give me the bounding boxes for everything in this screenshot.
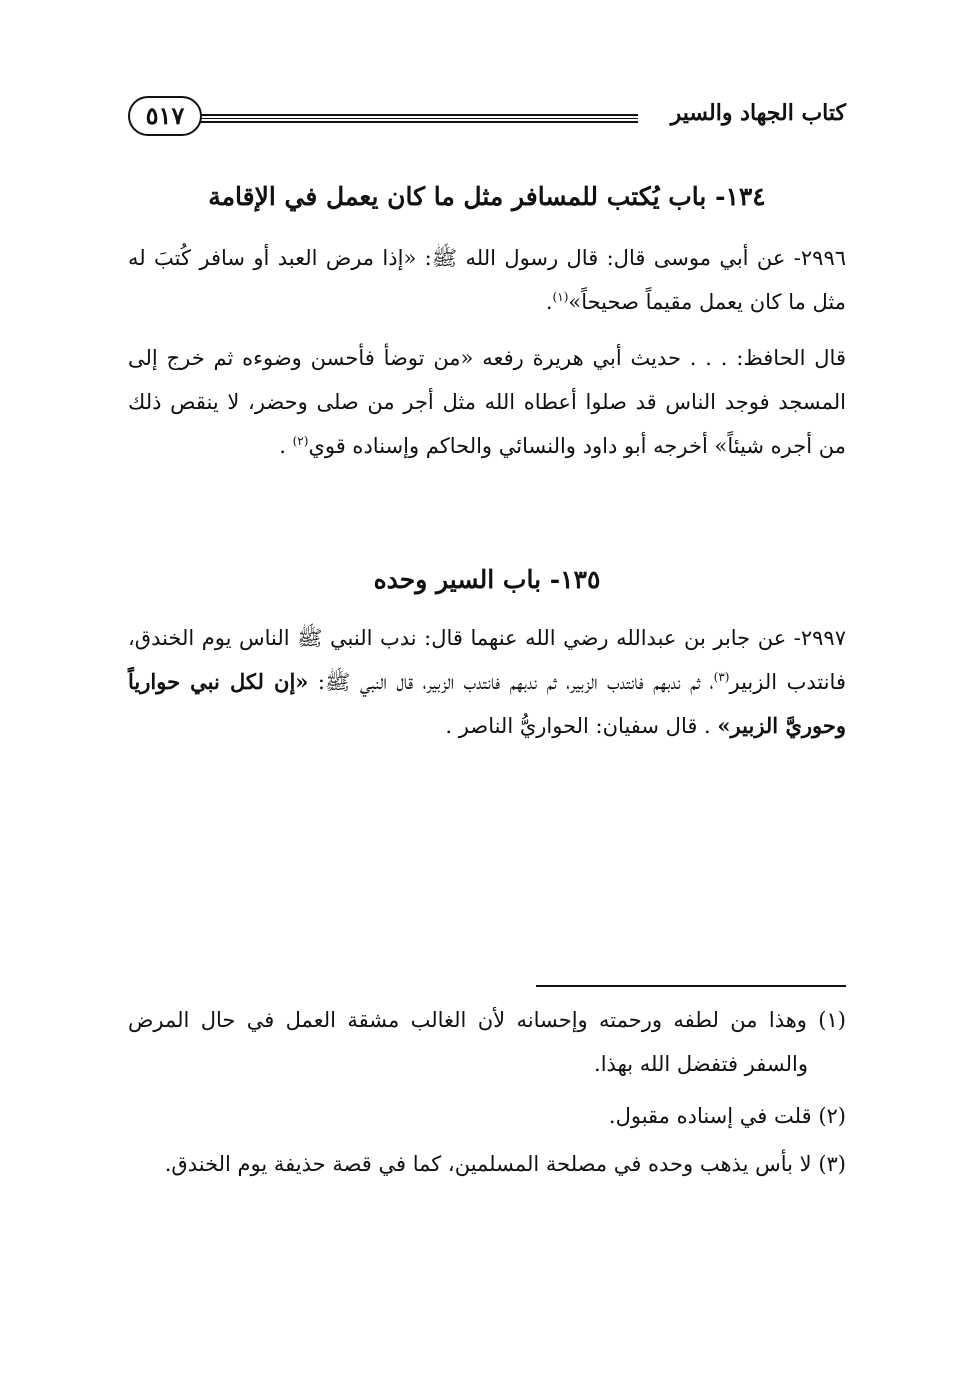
footnote-ref-2[interactable]: (٢) (292, 434, 309, 448)
footnote-1 (128, 998, 846, 1086)
footnote-separator (536, 985, 846, 987)
footnote-2 (128, 1094, 846, 1138)
hadith-2997-bold-quote: «إن لكل نبي حوارياً وحوريَّ الزبير» (128, 669, 846, 738)
footnote-ref-1[interactable]: (١) (552, 290, 569, 304)
footnote-3-text: لا بأس يذهب وحده في مصلحة المسلمين، كما في قصة حذيفة يوم الخندق. (164, 1152, 812, 1176)
commentary-end: . (279, 434, 293, 458)
page-header (128, 90, 846, 148)
hadith-2996-quote: «إذا مرض العبد أو سافر كُتبَ له مثل ما كان يعمل مقيماً صحيحاً» (128, 246, 846, 314)
page-number: ٥١٧ (128, 96, 202, 136)
footnote-2-text: قلت في إسناده مقبول. (608, 1104, 812, 1128)
hafiz-commentary (128, 336, 846, 468)
chapter-heading-134: ١٣٤- باب يُكتب للمسافر مثل ما كان يعمل في الإقامة (208, 182, 766, 211)
footnote-1-text: وهذا من لطفه ورحمته وإحسانه لأن الغالب مشقة العمل في حال المرض والسفر فتفضل الله بهذا. (128, 1008, 808, 1076)
book-title: كتاب الجهاد والسير (670, 100, 846, 126)
footnote-2-label: (٢) (818, 1104, 846, 1128)
hadith-2996-end: . (545, 290, 553, 314)
chapter-heading-135: ١٣٥- باب السير وحده (373, 565, 601, 594)
hadith-2997 (128, 616, 846, 748)
commentary-text: قال الحافظ: . . . حديث أبي هريرة رفعه «من توضأ فأحسن وضوءه ثم خرج إلى المسجد فوجد الناس قد صلوا أعطاه الله مثل أجر من صلى وحضر، لا ينقص ذلك من أجره شيئاً» أخرجه أبو داود والنسائي والحاكم وإسناده قوي (128, 346, 846, 458)
footnote-3-label: (٣) (818, 1152, 846, 1176)
hadith-2997-part3: . قال سفيان: الحواريُّ الناصر . (445, 714, 718, 738)
hadith-2996-intro: ٢٩٩٦- عن أبي موسى قال: قال رسول الله ﷺ: (416, 246, 847, 270)
hadith-2997-part2: ، ثم ندبهم فانتدب الزبير، ثم ندبهم فانتدب الزبير، قال النبي ﷺ: (308, 670, 714, 694)
footnote-1-label: (١) (818, 1008, 846, 1032)
header-rule (194, 114, 638, 123)
hadith-2996 (128, 236, 846, 324)
footnote-ref-3[interactable]: (٣) (713, 670, 730, 684)
book-page (128, 90, 846, 1350)
hadith-2997-part1: ٢٩٩٧- عن جابر بن عبدالله رضي الله عنهما قال: ندب النبي ﷺ الناس يوم الخندق، فانتدب الزبير (128, 626, 846, 694)
footnote-3 (128, 1142, 846, 1186)
